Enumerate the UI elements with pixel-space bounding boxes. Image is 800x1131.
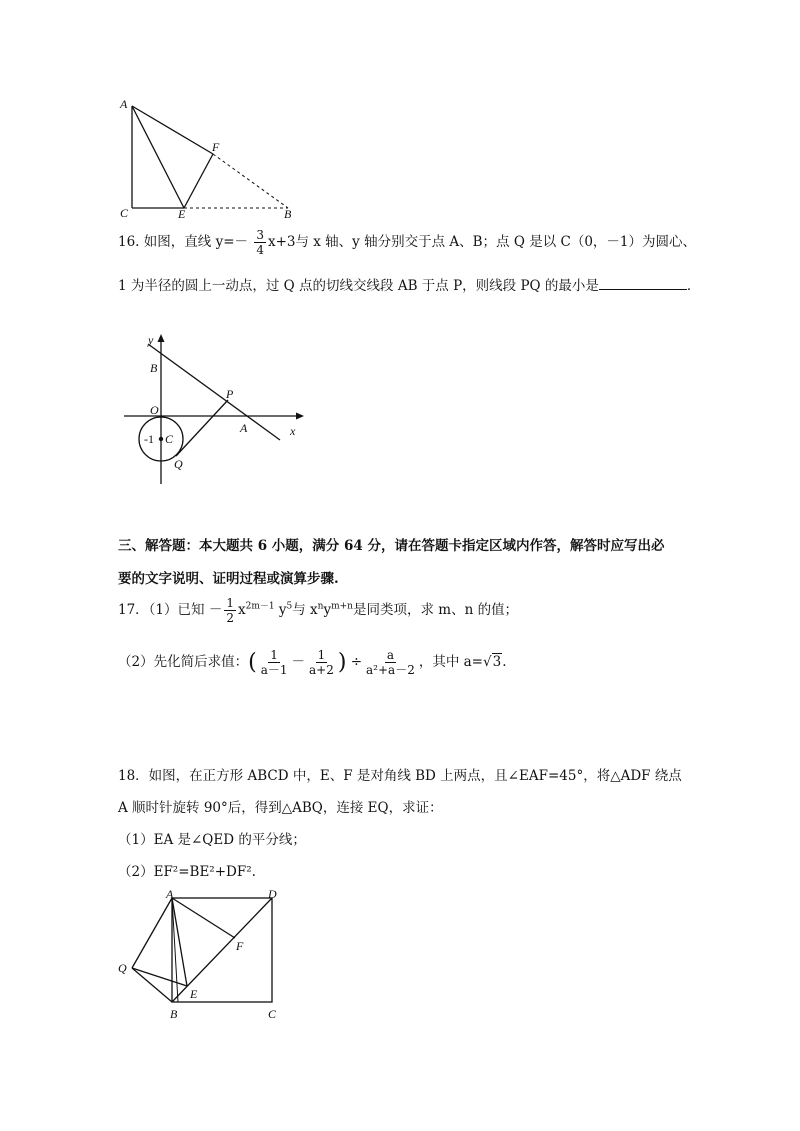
fraction-a-over-quadratic: $\frac{a}{\text{a²+a－2}}$: [366, 648, 415, 677]
label-O: O: [150, 403, 159, 417]
q18-line2: A 顺时针旋转 90°后，得到△ABQ，连接 EQ，求证：: [118, 800, 443, 816]
figure-square-abcd: [112, 888, 292, 1028]
label-B: B: [170, 1007, 178, 1021]
section-heading-line1: 三、解答题：本大题共 6 小题，满分 64 分，请在答题卡指定区域内作答，解答时应写出必: [118, 538, 665, 554]
label-A: A: [120, 97, 128, 111]
q18-part1: （1）EA 是∠QED 的平分线；: [118, 832, 306, 848]
fraction-3-4: $\frac{3}{4}$: [256, 228, 264, 257]
label-Q: Q: [174, 457, 183, 471]
label-B: B: [150, 361, 158, 375]
answer-blank: [599, 277, 687, 290]
label-A: A: [240, 421, 248, 435]
label-y: y: [148, 333, 154, 347]
fraction-1-over-a-plus-2: $\frac{1}{a+2}$: [308, 648, 334, 677]
label-F: F: [212, 140, 220, 154]
label-Q: Q: [118, 961, 127, 975]
label-C: C: [268, 1007, 277, 1021]
q18-part2: （2）EF²=BE²+DF².: [118, 864, 256, 880]
label-x: x: [290, 424, 296, 438]
label-A: A: [166, 888, 174, 901]
label-D: D: [268, 888, 277, 901]
label-P: P: [226, 387, 234, 401]
q17-part2: （2）先化简后求值：( $\frac{1}{a-1}$ － $\frac{1}{a+2}$ ) ÷ $\frac{a}{\text{a²+a－2}}$ ，其中 a=√3.: [118, 648, 507, 677]
fraction-1-over-a-minus-1: $\frac{1}{a-1}$: [260, 648, 288, 677]
label-F: F: [236, 939, 244, 953]
q16-line1: 16. 如图，直线 y=－ $\frac{3}{4}$ x+3与 x 轴、y 轴分别交于点 A、B；点 Q 是以 C（0，－1）为圆心、: [118, 228, 696, 257]
label-C: C: [165, 432, 174, 446]
fraction-1-2: $\frac{1}{2}$: [226, 596, 234, 625]
label-E: E: [178, 207, 186, 221]
q18-line1: 18．如图，在正方形 ABCD 中，E、F 是对角线 BD 上两点，且∠EAF=45°，将△ADF 绕点: [118, 768, 682, 784]
figure-coordinate-circle: [118, 332, 318, 492]
section-heading-line2: 要的文字说明、证明过程或演算步骤.: [118, 571, 339, 587]
label-neg1: -1: [144, 432, 154, 446]
q17-part1: 17．（1）已知 － $\frac{1}{2}$ $x^{2m-1}$ $y^5$与 $x^ny^{m+n}$是同类项，求 m、n 的值；: [118, 596, 519, 625]
label-C: C: [120, 206, 129, 220]
q16-line2: 1 为半径的圆上一动点，过 Q 点的切线交线段 AB 于点 P，则线段 PQ 的最小是 ．: [118, 278, 701, 294]
label-E: E: [190, 987, 198, 1001]
figure-triangle-acb: [112, 96, 312, 221]
label-B: B: [284, 207, 292, 221]
